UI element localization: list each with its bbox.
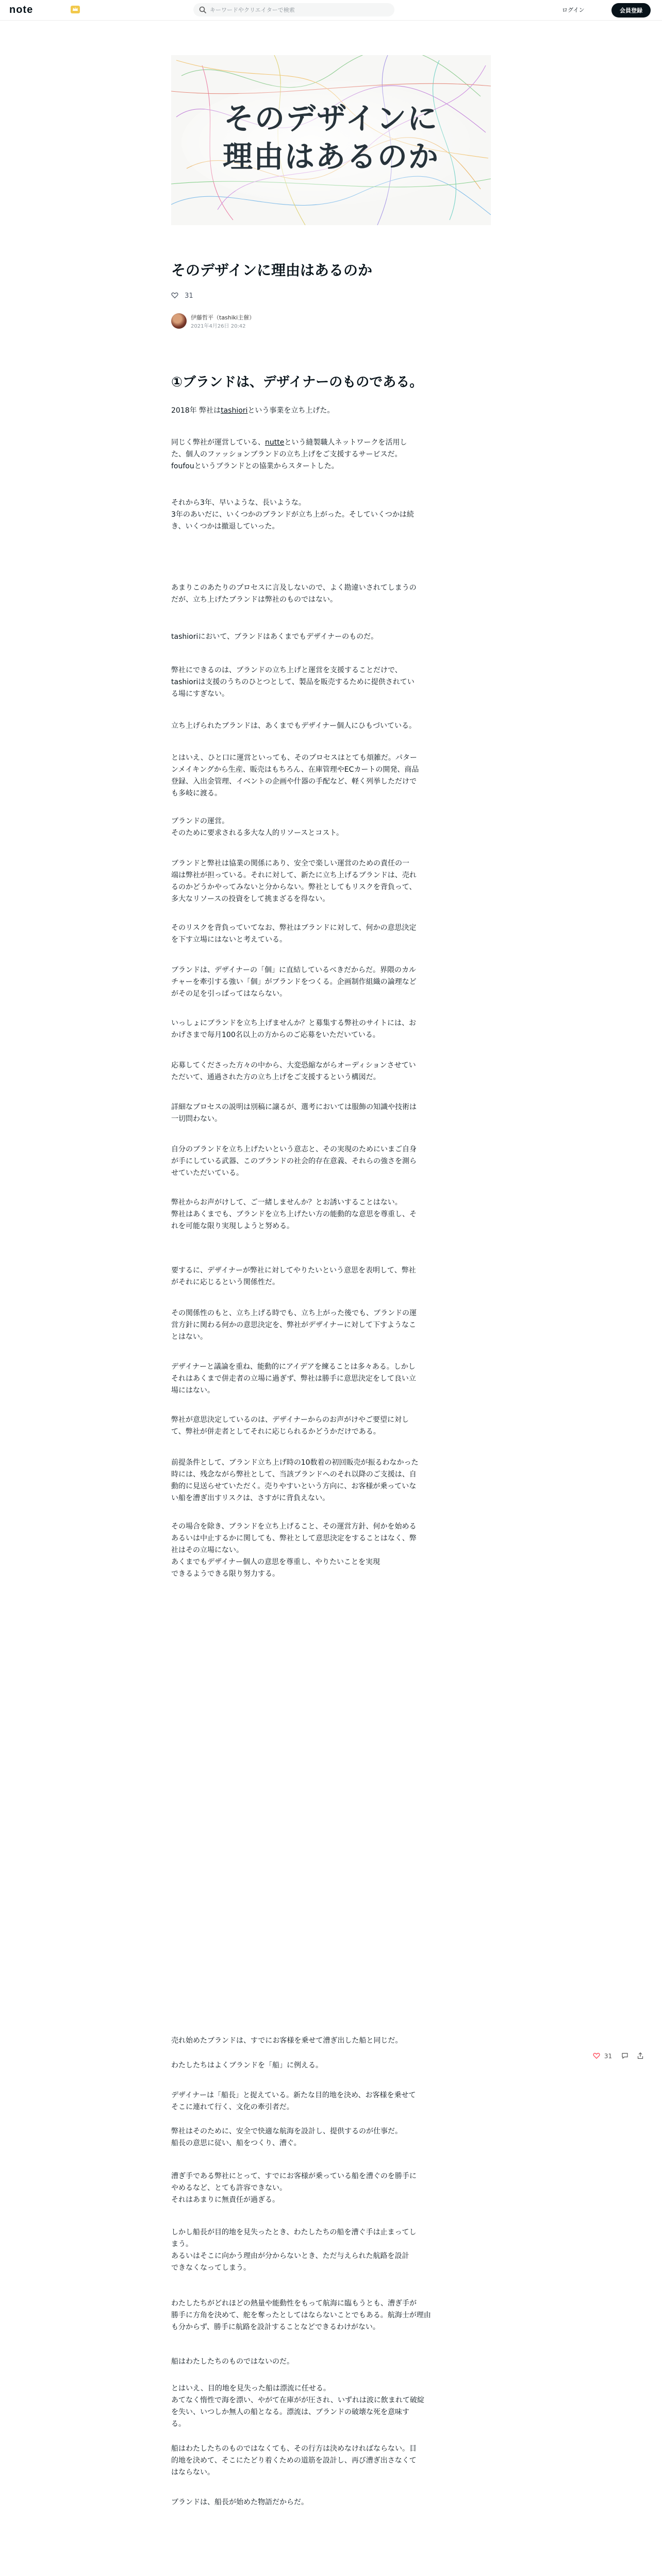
nutte-link[interactable]: nutte [265,438,285,447]
login-link[interactable]: ログイン [562,7,585,13]
paragraph: 弊社からお声がけして、ご一緒しませんか？とお誘いすることはない。 弊社はあくまでも、ブランドを立ち上げたい方の能動的な意思を尊重し、そ れを可能な限り実現しようと努める。 [171,1198,417,1230]
paragraph: わたしたちはよくブランドを「船」に例える。 [171,2061,323,2070]
tashiori-link[interactable]: tashiori [221,406,248,415]
signup-button[interactable]: 会員登録 [611,3,651,18]
side-like-count: 31 [604,2053,613,2060]
paragraph: しかし船長が目的地を見失ったとき、わたしたちの船を漕ぐ手は止まってし まう。 あるいはそこに向かう理由が分からないとき、ただ与えられた航路を設計 できなくなってしまう。 [171,2228,417,2272]
author-block[interactable] [171,312,377,330]
paragraph: 2018年 弊社はtashioriという事業を立ち上げた。 [171,406,335,415]
article-title: そのデザインに理由はあるのか [171,262,373,279]
paragraph: それから3年、早いような、長いような。 3年のあいだに、いくつかのブランドが立ち上がった。そしていくつかは続 き、いくつかは撤退していった。 [171,499,414,531]
paragraph: 船はわたしたちのものではないのだ。 [171,2358,294,2366]
hero-image [171,55,491,225]
paragraph: 詳細なプロセスの説明は別稿に譲るが、選考においては服飾の知識や技術は 一切問わない。 [171,1103,417,1123]
paragraph: とはいえ、ひと口に運営といっても、そのプロセスはとても煩雑だ。パター ンメイキングから生産、販売はもちろん、在庫管理やECカートの開発、商品 登録、入出金管理、イベントの企画や什器の手配など、軽く列挙しただけで も多岐に渡る。 [171,754,419,798]
logo-text: note [9,4,34,15]
paragraph: あまりこのあたりのプロセスに言及しないので、よく勘違いされてしまうの だが、立ち上げたブランドは弊社のものではない。 [171,584,417,604]
crown-badge-icon [70,4,80,14]
paragraph: 弊社が意思決定しているのは、デザイナーからのお声がけやご要望に対し て、弊社が併走者としてそれに応じられるかどうかだけである。 [171,1416,409,1436]
paragraph: 船はわたしたちのものではなくても、その行方は決めなければならない。目 的地を決めて、そこにたどり着くための道筋を設計し、再び漕ぎ出さなくて はならない。 [171,2445,417,2477]
paragraph: 立ち上げられたブランドは、あくまでもデザイナー個人にひもづいている。 [171,722,417,730]
paragraph: 売れ始めたブランドは、すでにお客様を乗せて漕ぎ出した船と同じだ。 [171,2037,403,2045]
heart-icon[interactable] [171,292,178,299]
paragraph: いっしょにブランドを立ち上げませんか？と募集する弊社のサイトには、お かげさまで毎月100名以上の方からのご応募をいただいている。 [171,1019,417,1039]
paragraph: 応募してくださった方々の中から、大変恐縮ながらオーディションさせてい ただいて、通過された方の立ち上げをご支援するという構図だ。 [171,1061,416,1081]
site-header [0,0,662,21]
paragraph: ブランドは、デザイナーの「個」に直結しているべきだからだ。界隈のカル チャーを牽引する強い「個」がブランドをつくる。企画制作組織の論理など がその足を引っぱってはならない。 [171,966,417,998]
paragraph: 弊社はそのために、安全で快適な航海を設計し、提供するのが仕事だ。 船長の意思に従い、船をつくり、漕ぐ。 [171,2127,402,2147]
paragraph: 同じく弊社が運営している、nutteという縫製職人ネットワークを活用し た、個人のファッションブランドの立ち上げをご支援するサービスだ。 foufouというブランドとの協業からスタートした。 [171,438,407,470]
paragraph: tashioriにおいて、ブランドはあくまでもデザイナーのものだ。 [171,633,378,641]
paragraph: その関係性のもと、立ち上げる時でも、立ち上がった後でも、ブランドの運 営方針に関わる何かの意思決定を、弊社がデザイナーに対して下すようなこ とはない。 [171,1309,417,1341]
heart-icon[interactable] [593,2052,600,2059]
comment-icon[interactable] [621,2052,628,2059]
paragraph: デザイナーと議論を重ね、能動的にアイデアを練ることは多々ある。しかし それはあくまで併走者の立場に過ぎず、弊社は勝手に意思決定をして良い立 場にはない。 [171,1363,416,1395]
section-heading-1: ①ブランドは、デザイナーのものである。 [171,375,423,390]
publish-date: 2021年4月26日 20:42 [191,324,246,329]
paragraph: 漕ぎ手である弊社にとって、すでにお客様が乗っている船を漕ぐのを勝手に やめるなど、とても許容できない。 それはあまりに無責任が過ぎる。 [171,2172,417,2204]
hero-title-line-2: 理由はあるのか [222,139,439,174]
paragraph: ブランドの運営。 そのために要求される多大な人的リソースとコスト。 [171,817,344,837]
search-icon [199,6,206,13]
search-input[interactable] [210,3,385,16]
like-count: 31 [185,292,193,300]
paragraph: 前提条件として、ブランド立ち上げ時の10数着の初回販売が振るわなかった 時には、残念ながら弊社として、当該ブランドへのそれ以降のご支援は、自 動的に見送らせていただく。売りやすいという方向に、お客様が乗っていな い船を漕ぎ出すリスクは、さすがに背負えない。 [171,1459,419,1502]
paragraph: ブランドは、船長が始めた物語だからだ。 [171,2498,308,2506]
paragraph: デザイナーは「船長」と捉えている。新たな目的地を決め、お客様を乗せて そこに連れて行く、文化の牽引者だ。 [171,2091,416,2111]
paragraph: 自分のブランドを立ち上げたいという意志と、その実現のためにいまご自身 が手にしている武器、このブランドの社会的存在意義、それらの強さを測ら せていただいている。 [171,1145,417,1177]
hero-title-line-1: そのデザインに [224,101,438,136]
author-name[interactable]: 伊藤哲平（tashiki主催） [191,314,255,321]
paragraph: そのリスクを背負っていてなお、弊社はブランドに対して、何かの意思決定 を下す立場にはないと考えている。 [171,924,417,944]
paragraph: わたしたちがどれほどの熱量や能動性をもって航海に臨もうとも、漕ぎ手が 勝手に方角を決めて、舵を奪ったとしてはならないことでもある。航海士が理由 も分からず、勝手に航路を設計することなどできるわけがない。 [171,2299,431,2331]
note-logo[interactable] [9,4,33,16]
side-action-bar [593,2052,644,2062]
paragraph: 要するに、デザイナーが弊社に対してやりたいという意思を表明して、弊社 がそれに応じるという関係性だ。 [171,1266,416,1286]
paragraph: ブランドと弊社は協業の関係にあり、安全で楽しい運営のための責任の一 端は弊社が担っている。それに対して、新たに立ち上げるブランドは、売れ るのかどうかやってみないと分からない。弊社としてもリスクを背負って、 多大なリソースの投資をして挑まざるを得ない。 [171,859,417,903]
paragraph: とはいえ、目的地を見失った船は漂流に任せる。 あてなく惰性で海を漂い、やがて在庫がが圧され、いずれは波に飲まれて破綻 を失い、いつしか無人の船となる。漂流は、ブランドの破壊な死を意味す る。 [171,2384,424,2428]
author-avatar[interactable] [171,313,187,329]
search-box[interactable] [193,3,394,16]
share-icon[interactable] [637,2052,644,2059]
like-count-row[interactable] [171,292,193,301]
paragraph: 弊社にできるのは、ブランドの立ち上げと運営を支援することだけで、 tashioriは支援のうちのひとつとして、製品を販売するために提供されてい る場にすぎない。 [171,666,415,698]
paragraph: その場合を除き、ブランドを立ち上げること、その運営方針、何かを始める あるいは中止するかに関しても、弊社として意思決定をすることはなく、弊 社はその立場にない。 あくまでもデザイナー個人の意思を尊重し、やりたいことを実現 できるようできる限り努力する。 [171,1522,417,1578]
